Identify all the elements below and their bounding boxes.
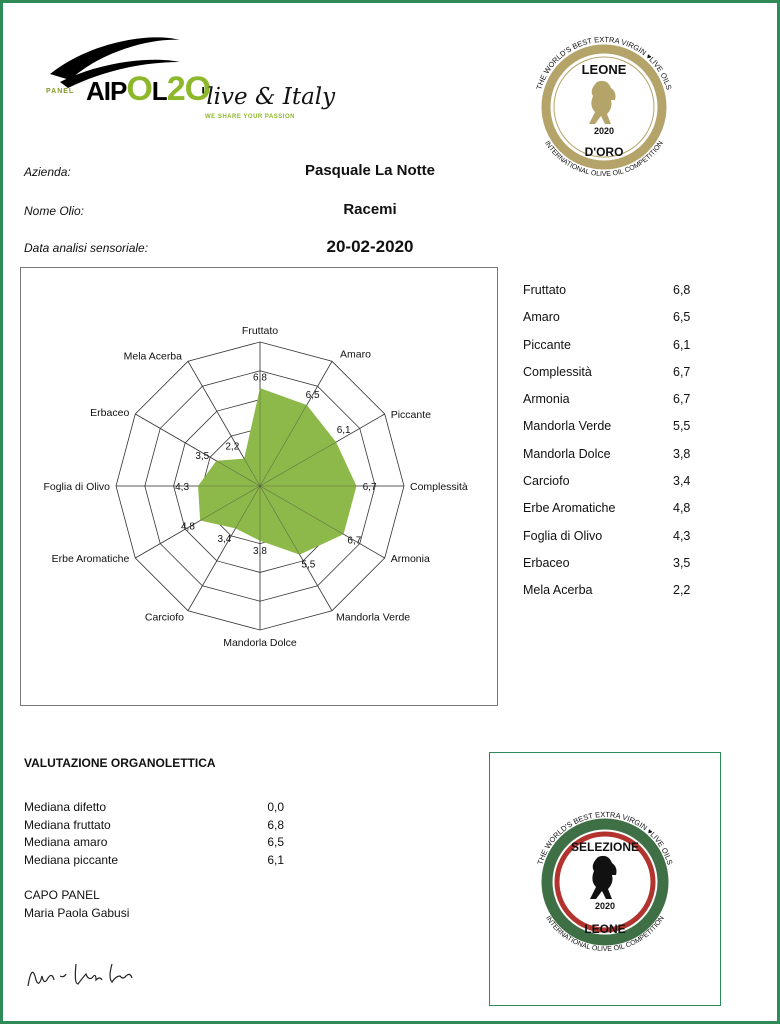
- value-row-label: Complessità: [523, 364, 592, 379]
- seal-bottom-arc-bottom-text: INTERNATIONAL OLIVE OIL COMPETITION: [544, 914, 666, 954]
- seal-bottom-title: SELEZIONE: [570, 840, 640, 854]
- brand-tagline: WE SHARE YOUR PASSION: [205, 114, 295, 120]
- median-row-label: Mediana amaro: [24, 835, 108, 849]
- azienda-label: Azienda:: [24, 165, 71, 179]
- seal-top-year: 2020: [593, 126, 615, 136]
- value-row-label: Amaro: [523, 310, 560, 325]
- value-row-value: 6,5: [673, 310, 691, 325]
- radar-category-label: Armonia: [390, 553, 430, 565]
- value-row: [523, 556, 723, 583]
- values-list: [523, 283, 723, 611]
- radar-spoke-overlay: [135, 414, 260, 486]
- radar-value-label: 3,4: [217, 534, 232, 546]
- radar-category-label: Erbaceo: [90, 407, 130, 419]
- radar-value-label: 3,8: [253, 546, 267, 558]
- median-row: [24, 853, 284, 871]
- selezione-leone-seal: [520, 797, 690, 967]
- value-row-value: 3,8: [673, 446, 691, 461]
- panel-head-label: CAPO PANEL: [24, 888, 100, 902]
- value-row-value: 6,8: [673, 283, 691, 297]
- azienda-value: Pasquale La Notte: [304, 162, 436, 179]
- median-list: [24, 800, 284, 870]
- radar-category-label: Amaro: [340, 348, 371, 361]
- median-row-label: Mediana difetto: [24, 800, 107, 814]
- selezione-box: [489, 752, 721, 1006]
- value-row: [523, 583, 723, 610]
- brand-name: AIPOL2O: [86, 70, 211, 108]
- value-row: [523, 447, 723, 474]
- value-row: [523, 283, 723, 310]
- value-row-value: 3,4: [673, 474, 691, 489]
- value-row-label: Piccante: [523, 337, 571, 352]
- radar-value-label: 6,5: [305, 389, 320, 401]
- radar-category-label: Mandorla Verde: [336, 611, 411, 624]
- value-row-label: Mandorla Dolce: [523, 446, 611, 461]
- value-row: [523, 501, 723, 528]
- panel-head-name: Maria Paola Gabusi: [24, 906, 130, 920]
- seal-bottom-arc-text: THE WORLD'S BEST EXTRA VIRGIN ♥LIVE OILS: [535, 809, 675, 866]
- radar-svg: [21, 268, 497, 705]
- radar-value-label: 4,3: [175, 482, 190, 493]
- radar-value-label: 6,7: [347, 535, 362, 547]
- brand-panel-text: PANEL: [46, 88, 75, 95]
- median-row-value: 6,8: [267, 817, 284, 832]
- radar-category-label: Carciofo: [144, 611, 184, 624]
- value-row-label: Carciofo: [523, 474, 570, 489]
- radar-value-label: 4,8: [180, 521, 195, 533]
- value-row: [523, 338, 723, 365]
- seal-top-subtitle: D'ORO: [584, 145, 624, 159]
- median-row: [24, 800, 284, 818]
- value-row: [523, 529, 723, 556]
- olio-label: Nome Olio:: [24, 204, 85, 218]
- seal-top-arc-text: THE WORLD'S BEST EXTRA VIRGIN ♥LIVE OILS: [534, 34, 674, 91]
- radar-value-label: 2,2: [225, 441, 240, 453]
- value-row-label: Erbe Aromatiche: [523, 501, 616, 516]
- panel-head: [24, 886, 129, 922]
- radar-category-label: Complessità: [410, 481, 468, 493]
- value-row: [523, 474, 723, 501]
- value-row-label: Mela Acerba: [523, 583, 593, 598]
- radar-category-label: Mandorla Dolce: [223, 637, 297, 649]
- median-row-label: Mediana piccante: [24, 852, 119, 867]
- value-row-value: 2,2: [673, 583, 691, 598]
- radar-value-label: 6,7: [362, 482, 377, 493]
- value-row-value: 6,7: [673, 364, 691, 379]
- radar-value-label: 6,8: [253, 372, 267, 384]
- value-row: [523, 419, 723, 446]
- radar-category-label: Piccante: [390, 409, 431, 421]
- value-row: [523, 310, 723, 337]
- olio-value: Racemi: [343, 201, 397, 218]
- signature: [24, 950, 164, 1000]
- seal-bottom-subtitle: LEONE: [584, 922, 626, 936]
- radar-category-label: Mela Acerba: [123, 350, 182, 363]
- median-row-value: 6,5: [267, 835, 284, 849]
- median-row-value: 0,0: [267, 800, 284, 814]
- seal-bottom-year: 2020: [594, 901, 616, 911]
- value-row-label: Mandorla Verde: [523, 419, 612, 434]
- value-row-value: 6,7: [673, 392, 691, 407]
- value-row-label: Fruttato: [523, 283, 567, 297]
- median-row: [24, 835, 284, 853]
- radar-value-label: 5,5: [301, 559, 316, 571]
- value-row-label: Foglia di Olivo: [523, 528, 603, 543]
- value-row: [523, 365, 723, 392]
- radar-category-label: Fruttato: [241, 325, 279, 337]
- value-row-value: 4,3: [673, 528, 691, 543]
- evaluation-title: VALUTAZIONE ORGANOLETTICA: [24, 756, 216, 770]
- seal-top-title: LEONE: [581, 62, 627, 77]
- value-row-value: 4,8: [673, 501, 691, 516]
- value-row-label: Erbaceo: [523, 555, 570, 570]
- seal-top-arc-bottom-text: INTERNATIONAL OLIVE OIL COMPETITION: [543, 139, 665, 179]
- data-label: Data analisi sensoriale:: [24, 241, 149, 255]
- radar-value-label: 3,5: [195, 451, 210, 462]
- value-row-value: 3,5: [673, 555, 691, 570]
- value-row-value: 5,5: [673, 419, 691, 434]
- data-value: 20-02-2020: [326, 237, 414, 256]
- value-row-value: 6,1: [673, 337, 691, 352]
- value-row-label: Armonia: [523, 392, 570, 407]
- radar-category-label: Foglia di Olivo: [43, 481, 110, 493]
- median-row-label: Mediana fruttato: [24, 817, 111, 832]
- median-row: [24, 818, 284, 836]
- median-row-value: 6,1: [267, 852, 284, 867]
- radar-chart: [20, 267, 498, 706]
- value-row: [523, 392, 723, 419]
- brand-italy: 'live & Italy: [200, 84, 336, 110]
- radar-category-label: Erbe Aromatiche: [51, 553, 130, 565]
- radar-value-label: 6,1: [336, 424, 351, 436]
- leone-doro-seal: [519, 22, 689, 192]
- radar-data-area: [198, 388, 356, 558]
